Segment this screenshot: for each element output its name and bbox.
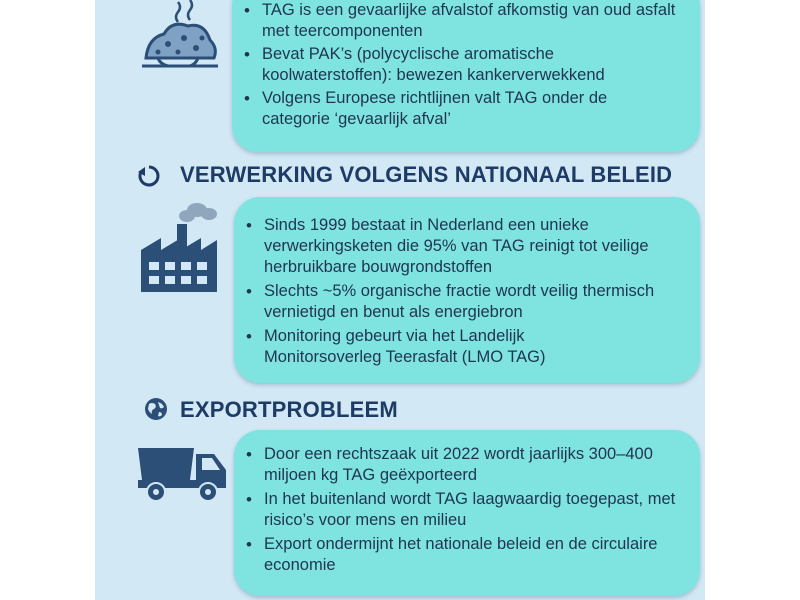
list-item: • Monitoring gebeurt via het Landelijk Monitorsoverleg Teerasfalt (LMO TAG) [234,326,700,368]
list-item: • Sinds 1999 bestaat in Nederland een unieke verwerkingsketen die 95% van TAG reinigt tot veilige herbruikbare bouwgrondstoffen [234,215,700,278]
list-item: • Door een rechtszaak uit 2022 wordt jaarlijks 300–400 miljoen kg TAG geëxporteerd [234,444,700,486]
list-item: • Bevat PAK’s (polycyclische aromatische koolwaterstoffen): bewezen kankerverwekkend [232,44,700,86]
list-item: • Export ondermijnt het nationale beleid en de circulaire economie [234,534,700,576]
list-item: • TAG is een gevaarlijke afvalstof afkomstig van oud asfalt met teercomponenten [232,0,700,42]
globe-icon [143,396,169,422]
info-card-hazard [232,0,700,152]
info-card-export [234,430,700,596]
list-item: • Volgens Europese richtlijnen valt TAG onder de categorie ‘gevaarlijk afval’ [232,88,700,130]
waste-pile-icon [138,0,222,72]
list-item: • In het buitenland wordt TAG laagwaardig toegepast, met risico’s voor mens en milieu [234,489,700,531]
cycle-icon [137,164,161,188]
factory-icon [135,200,223,296]
info-card-processing [234,197,700,383]
list-item: • Slechts ~5% organische fractie wordt veilig thermisch vernietigd en benut als energiebron [234,281,700,323]
section-heading-export: EXPORTPROBLEEM [180,397,398,422]
section-heading-processing: VERWERKING VOLGENS NATIONAAL BELEID [180,162,673,187]
dump-truck-icon [136,440,230,504]
